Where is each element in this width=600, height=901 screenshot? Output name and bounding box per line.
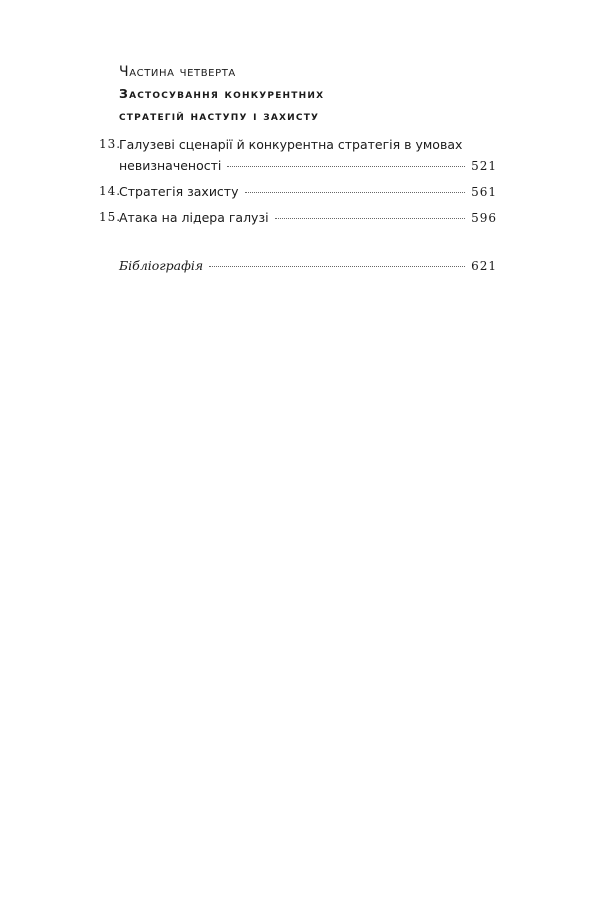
page-number: 561 <box>471 185 497 199</box>
dot-leader <box>275 218 466 219</box>
bibliography-title: Бібліографія <box>119 258 204 273</box>
toc-entry-chapter-14[interactable] <box>99 181 497 203</box>
chapter-number: 15. <box>99 210 122 224</box>
dot-leader <box>209 266 465 267</box>
page-number: 596 <box>471 211 497 225</box>
chapter-title: Атака на лідера галузі <box>119 210 269 225</box>
toc-entry-bibliography[interactable] <box>99 255 497 277</box>
part-title-line-1: Застосування конкурентних <box>119 86 325 101</box>
toc-entry-chapter-15[interactable] <box>99 207 497 229</box>
part-header <box>119 61 509 127</box>
dot-leader <box>245 192 466 193</box>
table-of-contents <box>99 134 497 277</box>
toc-entry-chapter-13[interactable] <box>99 134 497 177</box>
dot-leader <box>227 166 465 167</box>
chapter-title-line-1: Галузеві сценарії й конкурентна стратегія в умовах <box>119 137 463 152</box>
chapter-number: 13. <box>99 137 122 151</box>
chapter-number: 14. <box>99 184 122 198</box>
part-label: Частина четверта <box>119 64 236 80</box>
chapter-title-line-2: невизначеності <box>119 158 222 173</box>
page-number: 621 <box>471 259 497 273</box>
part-title-line-2: стратегій наступу і захисту <box>119 108 320 123</box>
page-number: 521 <box>471 159 497 173</box>
chapter-title: Стратегія захисту <box>119 184 239 199</box>
